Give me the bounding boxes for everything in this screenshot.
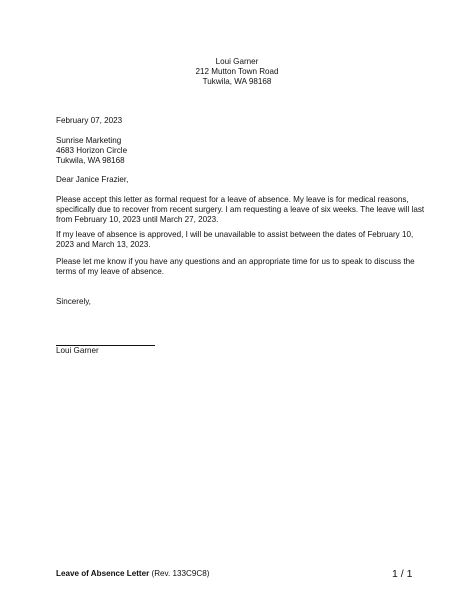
sender-street: 212 Mutton Town Road <box>195 67 279 76</box>
footer-document-title <box>56 569 209 579</box>
footer-revision: (Rev. 133C9C8) <box>151 569 210 578</box>
body-paragraph-2: If my leave of absence is approved, I will be unavailable to assist between the dates of February 10, 2023 and March 13, 2023. <box>56 230 414 249</box>
footer-page-number: 1 / 1 <box>392 568 413 580</box>
letter-date: February 07, 2023 <box>56 116 123 125</box>
sender-city: Tukwila, WA 98168 <box>202 77 272 86</box>
recipient-address <box>56 136 426 166</box>
recipient-city: Tukwila, WA 98168 <box>56 156 125 165</box>
closing: Sincerely, <box>56 297 91 306</box>
salutation: Dear Janice Frazier, <box>56 175 129 184</box>
recipient-company: Sunrise Marketing <box>56 136 122 145</box>
body-paragraph-1: Please accept this letter as formal request for a leave of absence. My leave is for medical reasons, specifically due to recover from recent surgery. I am requesting a leave of six weeks. The leave will last from February 10, 2023 until March 27, 2023. <box>56 195 425 224</box>
sender-address <box>0 57 474 87</box>
signature-name: Loui Garner <box>56 346 99 355</box>
footer-title-bold: Leave of Absence Letter <box>56 569 150 578</box>
recipient-street: 4683 Horizon Circle <box>56 146 128 155</box>
sender-name: Loui Garner <box>215 57 259 66</box>
body-paragraph-3: Please let me know if you have any questions and an appropriate time for us to speak to discuss the terms of my leave of absence. <box>56 257 415 276</box>
